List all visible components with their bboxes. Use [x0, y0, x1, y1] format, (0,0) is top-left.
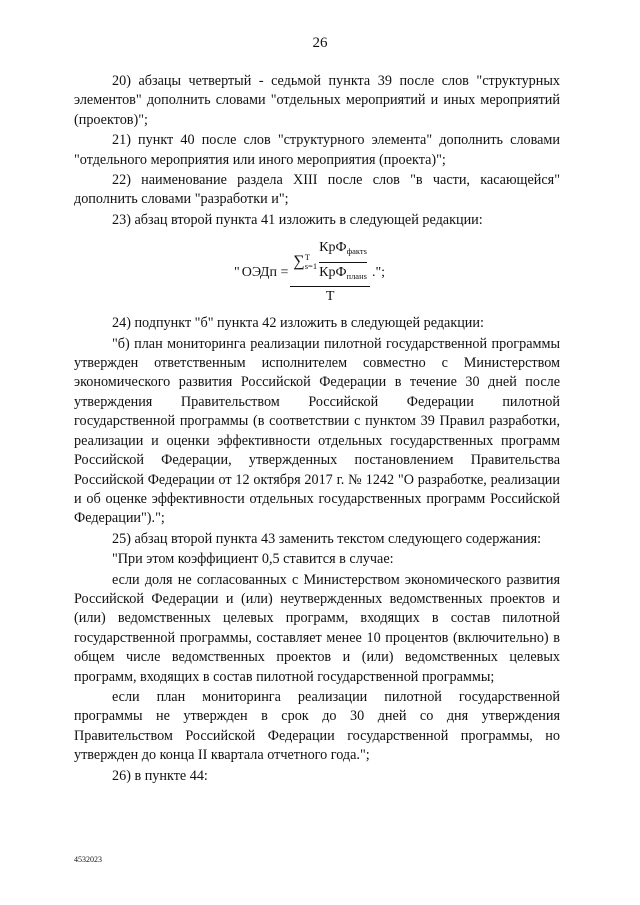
formula-numerator [290, 238, 370, 286]
paragraph-condition-1: если доля не согласованных с Министерством экономического развития Российской Федерации и (или) неутвержденных ведомственных проектов и (или) ведомственных целевых программ, входящих в состав пилотной государственной программы, составляет менее 10 процентов (включительно) в общем числе ведомственных проектов и (или) ведомственных целевых программ, входящих в состав пилотной государственной программы; [74, 571, 560, 685]
paragraph-item-20: 20) абзацы четвертый - седьмой пункта 39 после слов "структурных элементов" дополнить словами "отдельных мероприятий и иных мероприятий (проектов)"; [74, 73, 560, 128]
page-number: 26 [312, 35, 328, 51]
sigma-lower-limit: s=1 [304, 261, 318, 272]
inner-denominator-base: КрФ [319, 264, 347, 280]
paragraph-subitem-b: "б) план мониторинга реализации пилотной государственной программы утвержден ответственным исполнителем совместно с Министерством экономического развития Российской Федерации в течение 30 дней после утверждения Правительством Российской Федерации пилотной государственной программы (в соответствии с пунктом 39 Правил разработки, реализации и оценки эффективности отдельных государственных программ Российской Федерации, утвержденных постановлением Правительства Российской Федерации от 12 октября 2017 г. № 1242 "О разработке, реализации и об оценке эффективности отдельных государственных программ Российской Федерации")."; [74, 335, 560, 527]
paragraph-item-26: 26) в пункте 44: [112, 767, 208, 784]
paragraph-item-24: 24) подпункт "б" пункта 42 изложить в следующей редакции: [112, 315, 484, 332]
paragraph-item-23: 23) абзац второй пункта 41 изложить в следующей редакции: [112, 211, 483, 228]
oed-formula [234, 238, 385, 307]
paragraph-item-22: 22) наименование раздела XIII после слов "в части, касающейся" дополнить словами "разработки и"; [74, 172, 560, 208]
formula-block [74, 238, 560, 304]
inner-numerator-base: КрФ [319, 240, 347, 256]
formula-open-quote: " [234, 264, 240, 280]
formula-main-fraction [290, 238, 370, 307]
inner-denominator-subscript: планs [346, 270, 367, 281]
paragraph-item-25: 25) абзац второй пункта 43 заменить текстом следующего содержания: [112, 530, 542, 547]
inner-denominator [319, 263, 367, 286]
sigma-limits [305, 253, 317, 271]
formula-inner-fraction [319, 238, 367, 286]
formula-lhs: ОЭДп = [241, 264, 289, 280]
formula-closing: ."; [371, 264, 386, 280]
paragraph-condition-2: если план мониторинга реализации пилотной государственной программы не утвержден в срок до 30 дней со дня утверждения Правительством Российской Федерации государственной программы, но утвержден до конца II квартала отчетного года."; [74, 688, 560, 764]
paragraph-coefficient-intro: "При этом коэффициент 0,5 ставится в случае: [112, 551, 394, 568]
inner-numerator [319, 238, 367, 261]
footer-document-code: 4532023 [74, 855, 102, 864]
sigma-upper-limit: T [304, 252, 310, 263]
document-body [74, 72, 560, 787]
formula-denominator: T [325, 289, 335, 305]
paragraph-item-21: 21) пункт 40 после слов "структурного элемента" дополнить словами "отдельного мероприятия или иного мероприятия (проекта)"; [74, 132, 560, 168]
sigma-symbol: ∑ [293, 253, 305, 271]
inner-numerator-subscript: фактs [346, 246, 367, 257]
